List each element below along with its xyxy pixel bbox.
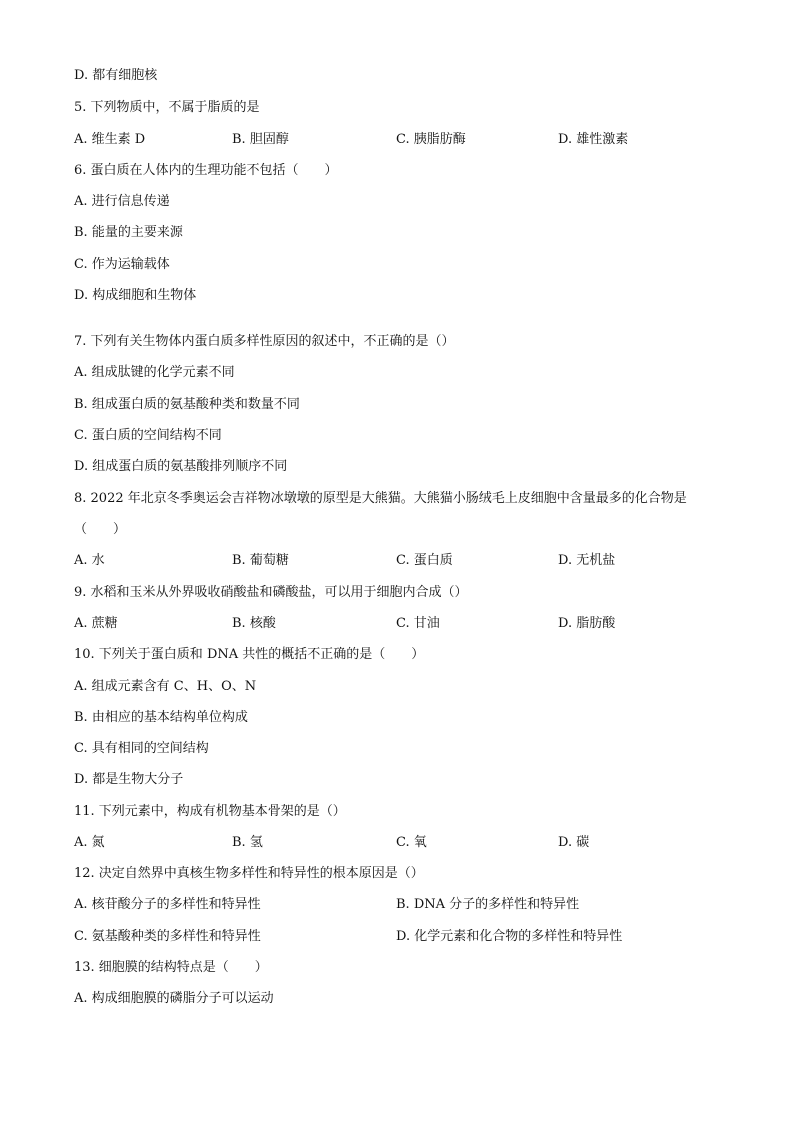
- q8-stem-continued: （ ）: [74, 522, 127, 537]
- q10-option-c: C. 具有相同的空间结构: [74, 741, 209, 756]
- q6-option-b: B. 能量的主要来源: [74, 225, 183, 240]
- q6-stem: 6. 蛋白质在人体内的生理功能不包括（ ）: [74, 163, 338, 178]
- q9-stem: 9. 水稻和玉米从外界吸收硝酸盐和磷酸盐，可以用于细胞内合成（）: [74, 585, 468, 600]
- q7-option-b: B. 组成蛋白质的氨基酸种类和数量不同: [74, 397, 300, 412]
- q7-option-d: D. 组成蛋白质的氨基酸排列顺序不同: [74, 459, 288, 474]
- q12-option-c: C. 氨基酸种类的多样性和特异性: [74, 929, 261, 944]
- q9-option-a: A. 蔗糖: [74, 616, 118, 631]
- q12-option-d: D. 化学元素和化合物的多样性和特异性: [396, 929, 623, 944]
- q8-options: [74, 551, 754, 571]
- q11-option-a: A. 氮: [74, 835, 105, 850]
- q12-options-row2: [74, 927, 754, 947]
- q11-option-c: C. 氧: [396, 835, 427, 850]
- q10-option-b: B. 由相应的基本结构单位构成: [74, 710, 248, 725]
- q8-option-a: A. 水: [74, 553, 105, 568]
- q12-option-a: A. 核苷酸分子的多样性和特异性: [74, 897, 261, 912]
- q6-option-c: C. 作为运输载体: [74, 257, 170, 272]
- q8-option-b: B. 葡萄糖: [232, 553, 289, 568]
- q9-option-c: C. 甘油: [396, 616, 440, 631]
- q4-option-d: D. 都有细胞核: [74, 68, 158, 83]
- q12-options-row1: [74, 895, 754, 915]
- q12-option-b: B. DNA 分子的多样性和特异性: [396, 897, 580, 912]
- q8-option-c: C. 蛋白质: [396, 553, 453, 568]
- q5-option-a: A. 维生素 D: [74, 132, 146, 147]
- q9-option-d: D. 脂肪酸: [558, 616, 616, 631]
- q10-option-a: A. 组成元素含有 C、H、O、N: [74, 679, 257, 694]
- q5-option-d: D. 雄性激素: [558, 132, 629, 147]
- q7-stem: 7. 下列有关生物体内蛋白质多样性原因的叙述中，不正确的是（）: [74, 334, 455, 349]
- q5-option-b: B. 胆固醇: [232, 132, 289, 147]
- q5-options: [74, 130, 754, 150]
- q8-stem: 8. 2022 年北京冬季奥运会吉祥物冰墩墩的原型是大熊猫。大熊猫小肠绒毛上皮细胞中含量最多的化合物是: [74, 491, 687, 506]
- q11-options: [74, 833, 754, 853]
- q11-option-b: B. 氢: [232, 835, 263, 850]
- q7-option-c: C. 蛋白质的空间结构不同: [74, 428, 222, 443]
- q11-option-d: D. 碳: [558, 835, 590, 850]
- q9-option-b: B. 核酸: [232, 616, 276, 631]
- q13-option-a: A. 构成细胞膜的磷脂分子可以运动: [74, 991, 274, 1006]
- q8-option-d: D. 无机盐: [558, 553, 616, 568]
- q5-stem: 5. 下列物质中，不属于脂质的是: [74, 100, 260, 115]
- q7-option-a: A. 组成肽键的化学元素不同: [74, 365, 235, 380]
- q11-stem: 11. 下列元素中，构成有机物基本骨架的是（）: [74, 804, 346, 819]
- q5-option-c: C. 胰脂肪酶: [396, 132, 466, 147]
- q6-option-a: A. 进行信息传递: [74, 194, 170, 209]
- q12-stem: 12. 决定自然界中真核生物多样性和特异性的根本原因是（）: [74, 866, 424, 881]
- q6-option-d: D. 构成细胞和生物体: [74, 288, 197, 303]
- q10-option-d: D. 都是生物大分子: [74, 772, 184, 787]
- q9-options: [74, 614, 754, 634]
- q13-stem: 13. 细胞膜的结构特点是（ ）: [74, 960, 268, 975]
- q10-stem: 10. 下列关于蛋白质和 DNA 共性的概括不正确的是（ ）: [74, 647, 425, 662]
